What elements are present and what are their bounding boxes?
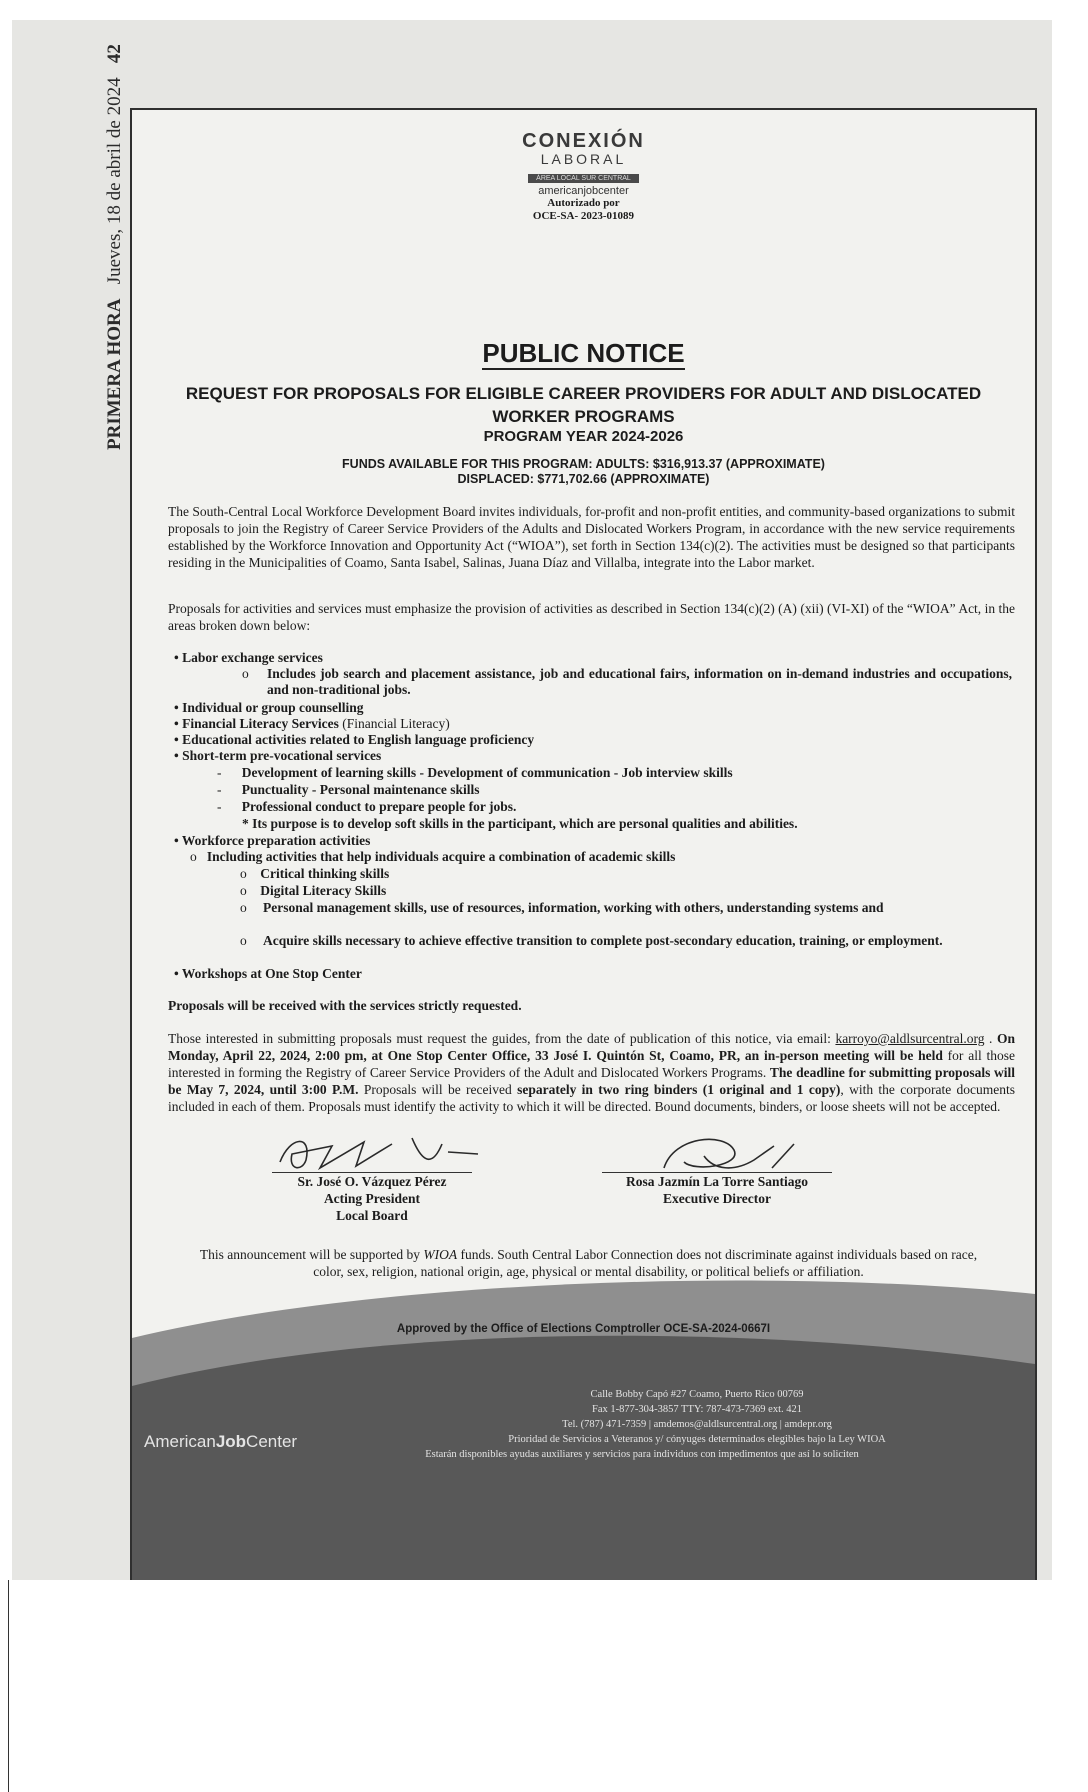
- list-item: • Individual or group counselling: [174, 700, 364, 715]
- spine-paper: PRIMERA HORA: [104, 298, 125, 450]
- spine-page: 42: [104, 44, 125, 64]
- non-discrimination-paragraph: This announcement will be supported by WIOA funds. South Central Labor Connection does not discriminate against individuals based on race, color, sex, religion, national origin, age, physical or mental disability, or political beliefs or affiliation.: [199, 1247, 978, 1279]
- list-subitem: - Punctuality - Personal maintenance skills: [217, 782, 480, 797]
- list-item: • Workshops at One Stop Center: [174, 966, 362, 981]
- footer-address: Calle Bobby Capó #27 Coamo, Puerto Rico 00769: [590, 1389, 804, 1400]
- newspaper-spine: [100, 44, 128, 450]
- logo-ajc: americanjobcenter: [538, 185, 629, 197]
- footer-fax: Fax 1-877-304-3857 TTY: 787-473-7369 ext. 421: [592, 1404, 802, 1415]
- program-year: PROGRAM YEAR 2024-2026: [483, 428, 684, 445]
- list-item: • Labor exchange services: [174, 650, 323, 665]
- strict-note: Proposals will be received with the services strictly requested.: [168, 998, 522, 1013]
- intro-paragraph: The South-Central Local Workforce Development Board invites individuals, for-profit and non-profit entities, and community-based organizations to submit proposals to join the Registry of Career Service Providers of the Adults and Dislocated Workers Program, in accordance with the new service requirements established by the Workforce Innovation and Opportunity Act (“WIOA”), set forth in Section 134(c)(2). The activities must be designed so that participants residing in the Municipalities of Coamo, Santa Isabel, Salinas, Juana Díaz and Villalba, integrate into the Labor market.: [168, 504, 1015, 570]
- sub-bullet-icon: o: [240, 933, 247, 948]
- logo-authorization: Autorizado por: [547, 197, 620, 209]
- notice-heading: REQUEST FOR PROPOSALS FOR ELIGIBLE CAREER PROVIDERS FOR ADULT AND DISLOCATED WORKER PROGRAMS: [185, 384, 982, 426]
- list-item: • Workforce preparation activities: [174, 833, 371, 848]
- logo-bar: ÁREA LOCAL SUR CENTRAL: [528, 174, 639, 183]
- page-edge-line: [8, 1580, 9, 1792]
- list-subitem: Acquire skills necessary to achieve effective transition to complete post-secondary education, training, or employment.: [263, 933, 943, 948]
- list-subitem: Includes job search and placement assistance, job and educational fairs, information on in-demand industries and occupations, and non-traditional jobs.: [267, 666, 1012, 697]
- footer-priority: Prioridad de Servicios a Veteranos y/ cónyuges determinados elegibles bajo la Ley WIOA: [508, 1434, 886, 1445]
- footer-accessibility: Estarán disponibles ayudas auxiliares y servicios para individuos con impedimentos que así lo soliciten: [425, 1449, 859, 1460]
- list-subitem: o Critical thinking skills: [240, 866, 390, 881]
- funds-available: [192, 457, 975, 487]
- spine-text: [104, 44, 126, 450]
- list-subitem: - Development of learning skills - Development of communication - Job interview skills: [217, 765, 733, 780]
- list-subitem: o Digital Literacy Skills: [240, 883, 387, 898]
- email-link[interactable]: karroyo@aldlsurcentral.org: [835, 1031, 985, 1046]
- logo-authorization-code: OCE-SA- 2023-01089: [532, 210, 635, 222]
- american-job-center-logo: AmericanJobCenter: [144, 1432, 298, 1451]
- funds-displaced: DISPLACED: $771,702.66 (APPROXIMATE): [457, 472, 710, 486]
- conexion-laboral-logo: [132, 130, 1035, 223]
- signature-block-left: Sr. José O. Vázquez Pérez Acting President Local Board: [297, 1174, 447, 1223]
- signature-block-right: Rosa Jazmín La Torre Santiago Executive Director: [625, 1174, 809, 1206]
- logo-name: CONEXIÓN: [522, 130, 645, 152]
- list-note: * Its purpose is to develop soft skills in the participant, which are personal qualities and abilities.: [242, 816, 798, 831]
- signature-left-icon: [272, 1132, 502, 1176]
- list-subitem: o Including activities that help individuals acquire a combination of academic skills: [190, 849, 676, 864]
- sub-bullet-icon: o: [242, 666, 249, 681]
- list-item: • Short-term pre-vocational services: [174, 748, 382, 763]
- list-item: • Educational activities related to English language proficiency: [174, 732, 535, 747]
- list-subitem: Personal management skills, use of resources, information, working with others, understanding systems and: [263, 900, 884, 915]
- list-item: • Financial Literacy Services (Financial Literacy): [174, 716, 450, 731]
- scope-paragraph: Proposals for activities and services must emphasize the provision of activities as described in Section 134(c)(2) (A) (xii) (VI-XI) of the “WIOA” Act, in the areas broken down below:: [168, 601, 1015, 633]
- footer-contact: Tel. (787) 471-7359 | amdemos@aldlsurcentral.org | amdepr.org: [562, 1419, 832, 1430]
- list-subitem: - Professional conduct to prepare people for jobs.: [217, 799, 517, 814]
- approval-note: Approved by the Office of Elections Comptroller OCE-SA-2024-0667I: [396, 1323, 771, 1335]
- spine-date: Jueves, 18 de abril de 2024: [104, 77, 125, 285]
- submission-paragraph: Those interested in submitting proposals must request the guides, from the date of publication of this notice, via email: karroyo@aldlsurcentral.org . On Monday, April 22, 2024, 2:00 pm, at One Stop Center Office, 33 José I. Quintón St, Coamo, PR, an in-person meeting will be held for all those interested in forming the Registry of Career Service Providers of the Adult and Dislocated Workers Programs. The deadline for submitting proposals will be May 7, 2024, until 3:00 P.M. Proposals will be received separately in two ring binders (1 original and 1 copy), with the corporate documents included in each of them. Proposals must identify the activity to which it will be directed. Bound documents, binders, or loose sheets will not be accepted.: [168, 1031, 1016, 1114]
- funds-adults: FUNDS AVAILABLE FOR THIS PROGRAM: ADULTS: $316,913.37 (APPROXIMATE): [342, 457, 825, 471]
- notice-title: PUBLIC NOTICE: [482, 338, 685, 368]
- logo-sub: LABORAL: [540, 151, 627, 167]
- sub-bullet-icon: o: [240, 900, 247, 915]
- newspaper-scan: [12, 20, 1052, 1580]
- public-notice: [130, 108, 1037, 1580]
